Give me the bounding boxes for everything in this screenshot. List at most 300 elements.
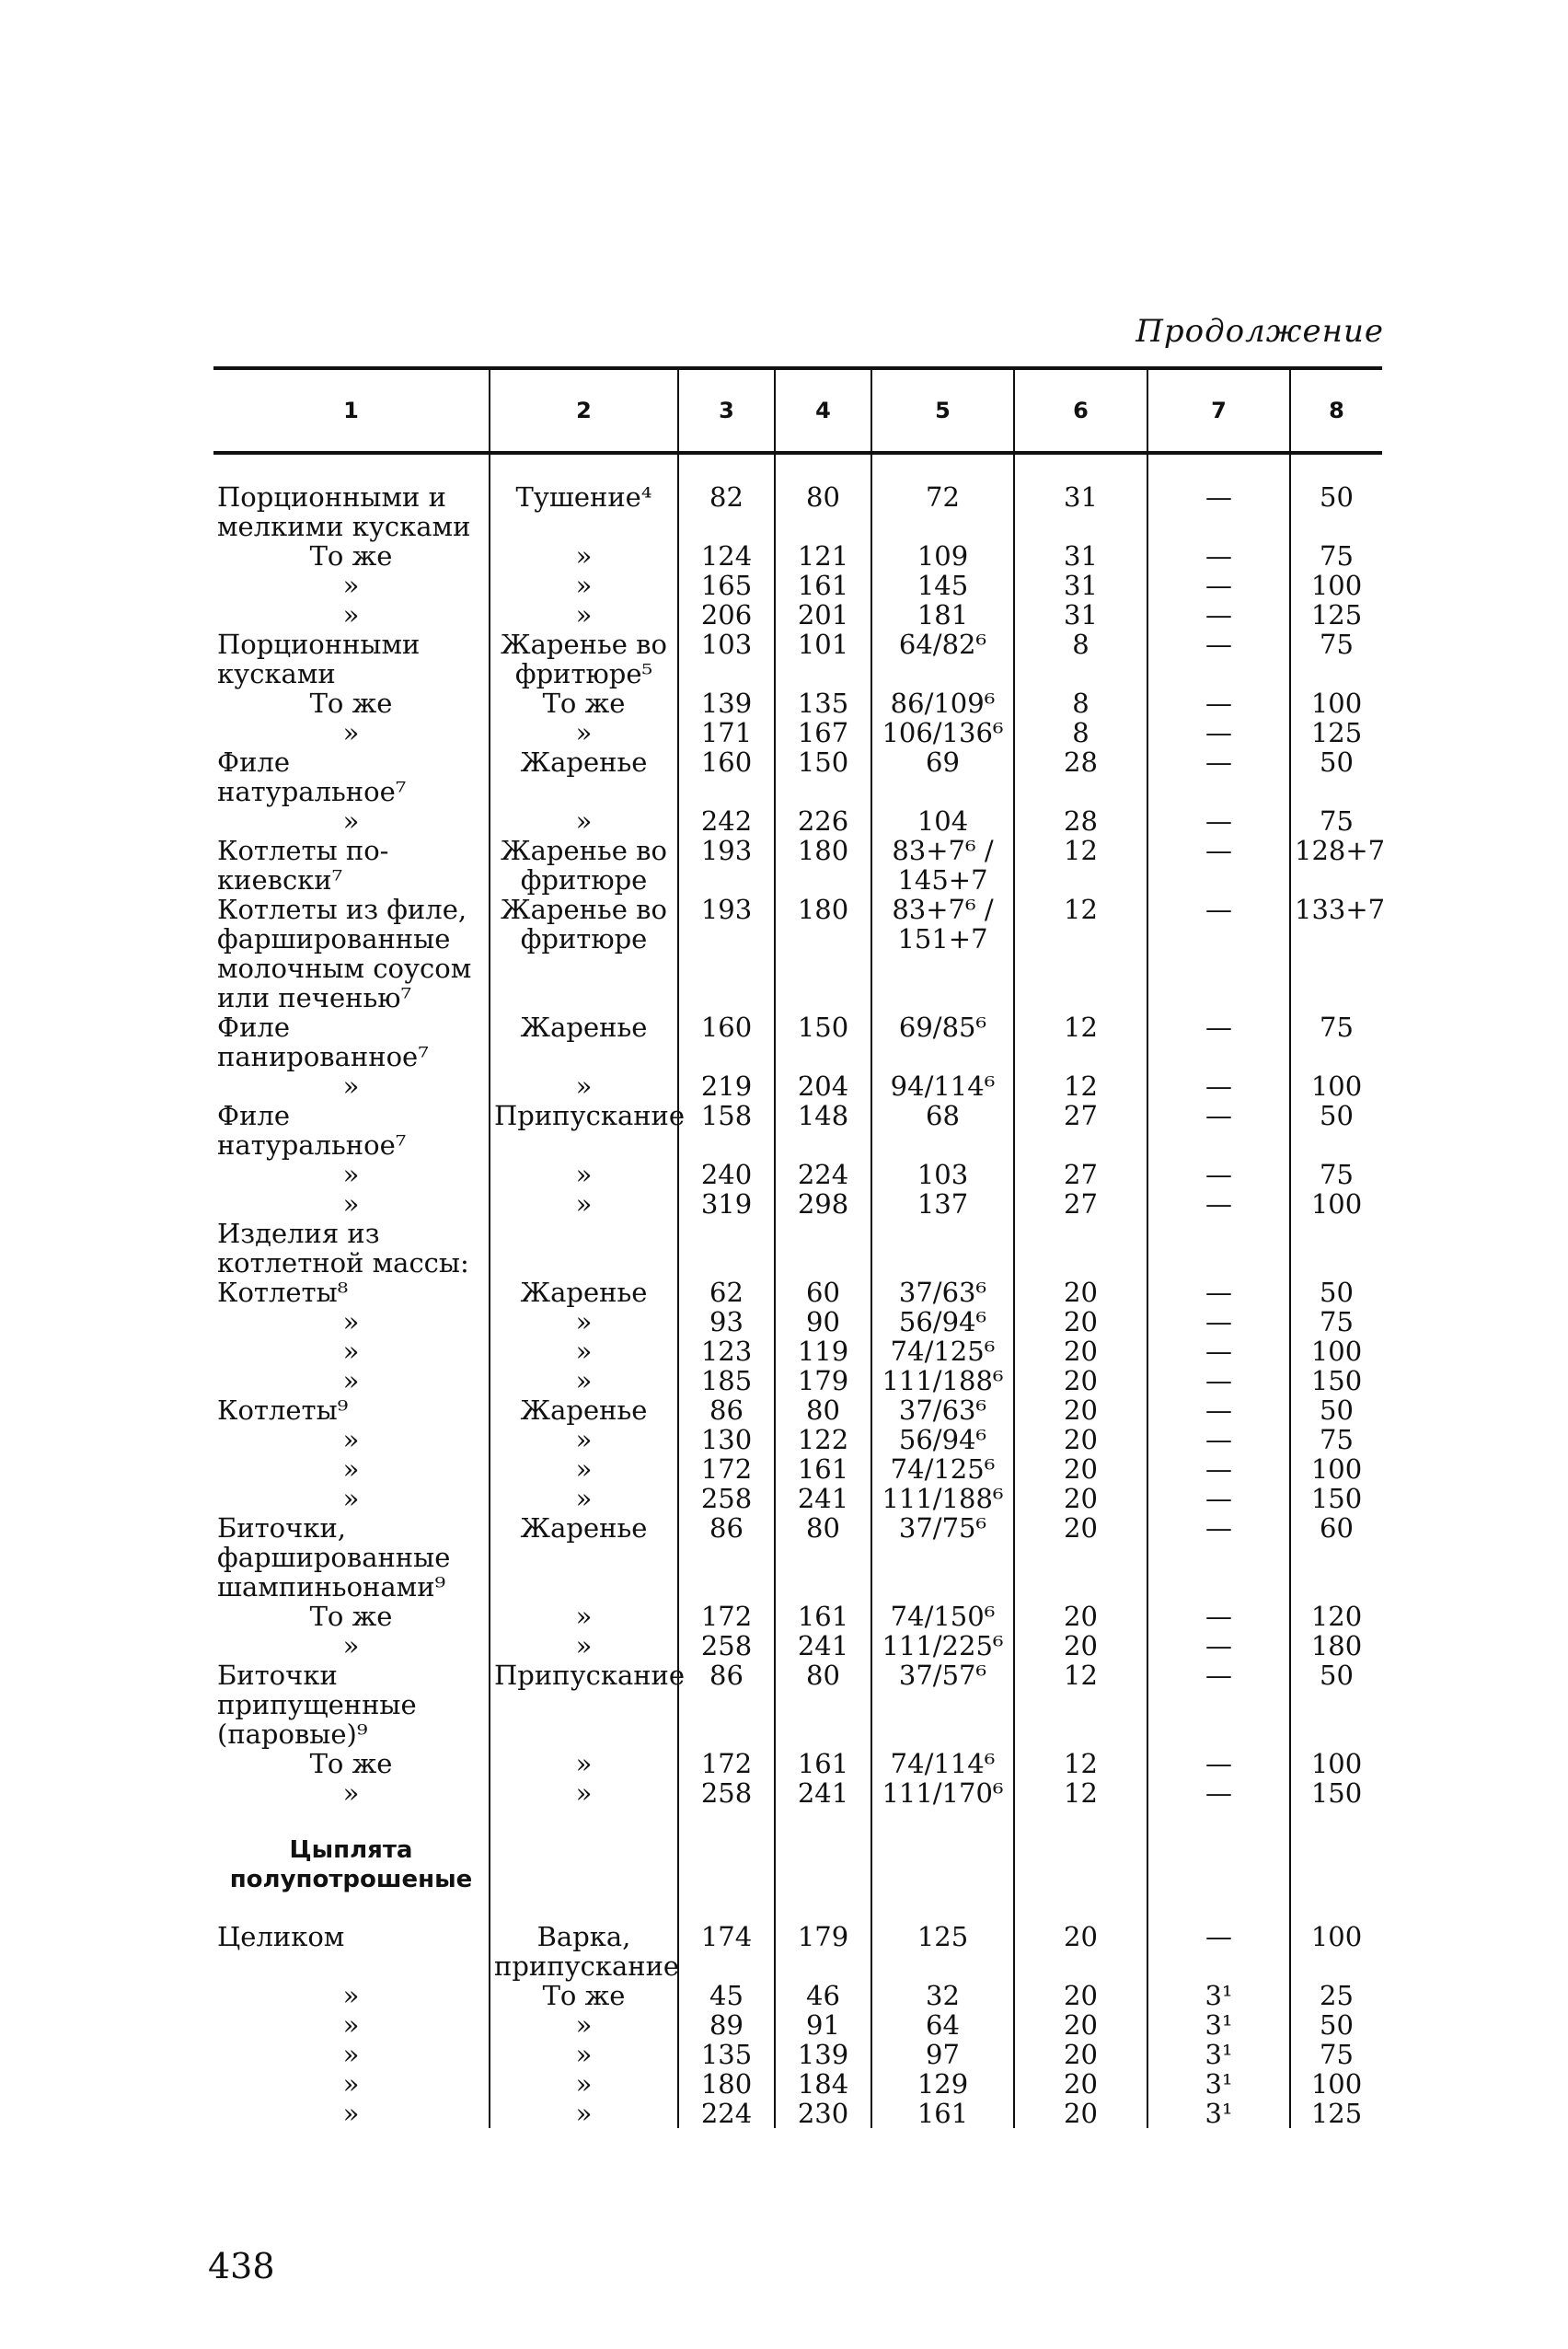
cell-col-4: 184 [775,2069,871,2099]
section-row [213,1835,1382,1894]
cell-col-2: » [490,718,678,747]
cell-col-7: — [1147,1336,1290,1366]
table-row [213,1922,1382,1981]
cell-col-8: 100 [1290,1454,1382,1484]
cell-col-6: 20 [1014,1395,1147,1425]
row-label: » [342,2009,360,2041]
cell-col-5 [871,1219,1014,1278]
cell-col-7: — [1147,1101,1290,1160]
row-label: » [342,1453,360,1485]
cell-col-5: 111/188⁶ [871,1366,1014,1395]
cell-col-4: 204 [775,1071,871,1101]
cell-col-7: — [1147,541,1290,571]
table-row [213,688,1382,718]
cell-col-5: 37/57⁶ [871,1660,1014,1749]
cell-col-2: То же [490,1981,678,2010]
cell-col-7: 3¹ [1147,2010,1290,2040]
cell-col-8: 125 [1290,600,1382,630]
cell-col-6: 12 [1014,1071,1147,1101]
cell-col-4: 298 [775,1189,871,1219]
cell-col-3: 219 [678,1071,775,1101]
cell-col-7: — [1147,1189,1290,1219]
cell-col-2: Припускание [490,1660,678,1749]
cell-col-6: 20 [1014,1513,1147,1602]
cell-col-6: 20 [1014,1366,1147,1395]
spacer-row [213,453,1382,482]
cell-col-3: 160 [678,1012,775,1071]
cell-col-5: 74/125⁶ [871,1336,1014,1366]
cell-col-5: 37/63⁶ [871,1395,1014,1425]
cell-col-2: » [490,541,678,571]
table-row [213,1307,1382,1336]
cell-col-7: 3¹ [1147,2040,1290,2069]
cell-col-5: 109 [871,541,1014,571]
cell-col-7: — [1147,895,1290,1012]
cell-col-2: То же [490,688,678,718]
cell-col-2: Жаренье [490,1278,678,1307]
cell-col-3: 172 [678,1749,775,1778]
cell-col-3: 89 [678,2010,775,2040]
cell-col-4: 241 [775,1778,871,1808]
row-label: То же [309,688,393,719]
spacer-cell [213,1894,490,1922]
cell-col-2: Жаренье [490,1513,678,1602]
cell-col-7: — [1147,1071,1290,1101]
row-label: » [342,1070,360,1102]
cell-col-8: 133+7 [1290,895,1382,1012]
table-row [213,747,1382,806]
row-label: Целиком [217,1921,345,1952]
spacer-cell [678,1808,775,1835]
spacer-cell [775,453,871,482]
row-label: Котлеты из филе, фаршированные молочным соусом или печенью⁷ [217,894,472,1013]
cell-col-8: 150 [1290,1778,1382,1808]
page-number: 438 [208,2246,275,2286]
cell-col-2: Жаренье [490,747,678,806]
cell-col-3: 224 [678,2099,775,2128]
cell-col-7: — [1147,1631,1290,1660]
cell-col-5: 56/94⁶ [871,1425,1014,1454]
table-row [213,2099,1382,2128]
cell-col-8: 128+7 [1290,836,1382,895]
cell-col-7: 3¹ [1147,1981,1290,2010]
cell-col-3: 103 [678,630,775,688]
row-label: » [342,1365,360,1396]
cell-col-6: 20 [1014,1922,1147,1981]
cell-col-2: » [490,1631,678,1660]
cell-col-4: 80 [775,1395,871,1425]
row-label: Филе панированное⁷ [217,1012,429,1072]
cell-col-5: 111/225⁶ [871,1631,1014,1660]
cell-col-2: » [490,571,678,600]
cell-col-3: 206 [678,600,775,630]
spacer-cell [1014,1808,1147,1835]
cell-col-5: 56/94⁶ [871,1307,1014,1336]
table-row [213,1602,1382,1631]
cell-col-8: 75 [1290,1425,1382,1454]
cell-col-2: » [490,1160,678,1189]
table-row [213,1981,1382,2010]
cell-col-8: 50 [1290,1395,1382,1425]
cell-col-8: 50 [1290,747,1382,806]
cell-col-5: 94/114⁶ [871,1071,1014,1101]
cell-col-5: 37/75⁶ [871,1513,1014,1602]
row-label: » [342,1777,360,1809]
cell-col-8: 100 [1290,1336,1382,1366]
cell-col-2: » [490,1189,678,1219]
cell-col-5: 111/188⁶ [871,1484,1014,1513]
cell-col-5: 145 [871,571,1014,600]
row-label: Порционными кусками [217,629,421,689]
cell-col-8: 25 [1290,1981,1382,2010]
table-row [213,1513,1382,1602]
cell-col-5: 106/136⁶ [871,718,1014,747]
column-header-4: 4 [775,368,871,453]
cell-col-6: 27 [1014,1101,1147,1160]
cell-col-4: 119 [775,1336,871,1366]
cell-col-5: 74/150⁶ [871,1602,1014,1631]
table-row [213,718,1382,747]
cell-col-4: 201 [775,600,871,630]
cell-col-8: 100 [1290,688,1382,718]
row-label: » [342,1630,360,1661]
cell-col-6: 20 [1014,2010,1147,2040]
cell-col-6: 12 [1014,1749,1147,1778]
row-label: Котлеты по-киевски⁷ [217,835,389,896]
cell-col-4: 139 [775,2040,871,2069]
cell-col-6: 20 [1014,1336,1147,1366]
continued-label: Продолжение [1136,313,1384,350]
row-label: Филе натуральное⁷ [217,746,407,807]
cell-col-7: — [1147,806,1290,836]
cell-col-5: 103 [871,1160,1014,1189]
cell-col-7: — [1147,1366,1290,1395]
cell-col-7: — [1147,1395,1290,1425]
cell-col-7: — [1147,747,1290,806]
table-row [213,1219,1382,1278]
data-table-wrapper [213,366,1386,2129]
spacer-cell [871,453,1014,482]
cell-col-2: » [490,2099,678,2128]
cell-col-8: 100 [1290,1922,1382,1981]
cell-col-8: 125 [1290,2099,1382,2128]
table-row [213,2010,1382,2040]
row-label: » [342,1159,360,1190]
row-label: Биточки, фаршированные шампиньонами⁹ [217,1512,451,1603]
row-label: » [342,2039,360,2070]
cell-col-2: Жаренье во фритюре [490,836,678,895]
spacer-cell [1147,1894,1290,1922]
cell-col-3: 123 [678,1336,775,1366]
empty-cell [490,1835,678,1894]
cell-col-4: 179 [775,1366,871,1395]
cell-col-2: » [490,1749,678,1778]
cell-col-7: — [1147,1012,1290,1071]
cell-col-5: 86/109⁶ [871,688,1014,718]
row-label: Котлеты⁸ [217,1277,349,1308]
cell-col-4: 167 [775,718,871,747]
column-header-7: 7 [1147,368,1290,453]
cell-col-8: 100 [1290,1189,1382,1219]
cell-col-5: 64/82⁶ [871,630,1014,688]
cell-col-7: — [1147,1749,1290,1778]
cell-col-2: » [490,1778,678,1808]
cell-col-3: 86 [678,1660,775,1749]
cell-col-8: 100 [1290,2069,1382,2099]
cell-col-4: 60 [775,1278,871,1307]
empty-cell [871,1835,1014,1894]
spacer-cell [490,453,678,482]
cell-col-3: 193 [678,895,775,1012]
spacer-cell [1290,1894,1382,1922]
cell-col-2: » [490,2040,678,2069]
cell-col-8: 75 [1290,1160,1382,1189]
cell-col-5: 111/170⁶ [871,1778,1014,1808]
cell-col-4: 224 [775,1160,871,1189]
cell-col-6: 12 [1014,1012,1147,1071]
row-label: » [342,717,360,748]
spacer-cell [490,1808,678,1835]
row-label: » [342,1483,360,1514]
table-row [213,482,1382,541]
cell-col-8: 50 [1290,482,1382,541]
data-table [213,366,1386,2129]
cell-col-3: 240 [678,1160,775,1189]
spacer-cell [1147,1808,1290,1835]
cell-col-5: 181 [871,600,1014,630]
cell-col-3: 319 [678,1189,775,1219]
spacer-cell [775,1808,871,1835]
cell-col-5: 32 [871,1981,1014,2010]
cell-col-5: 68 [871,1101,1014,1160]
cell-col-4: 241 [775,1484,871,1513]
table-header [213,368,1382,453]
table-row [213,1071,1382,1101]
spacer-cell [1014,1894,1147,1922]
cell-col-2: Жаренье во фритюре⁵ [490,630,678,688]
cell-col-8: 125 [1290,718,1382,747]
spacer-cell [775,1894,871,1922]
cell-col-5: 125 [871,1922,1014,1981]
table-row [213,541,1382,571]
cell-col-8: 75 [1290,1012,1382,1071]
cell-col-3: 62 [678,1278,775,1307]
cell-col-3 [678,1219,775,1278]
table-row [213,1336,1382,1366]
row-label: » [342,1336,360,1367]
cell-col-3: 258 [678,1484,775,1513]
column-header-6: 6 [1014,368,1147,453]
cell-col-6: 28 [1014,806,1147,836]
cell-col-7: — [1147,1278,1290,1307]
cell-col-3: 258 [678,1631,775,1660]
cell-col-5: 74/114⁶ [871,1749,1014,1778]
cell-col-4: 161 [775,571,871,600]
cell-col-8: 75 [1290,630,1382,688]
cell-col-7: — [1147,1160,1290,1189]
cell-col-7: — [1147,1425,1290,1454]
cell-col-5: 72 [871,482,1014,541]
table-row [213,571,1382,600]
cell-col-7: — [1147,1307,1290,1336]
cell-col-5: 97 [871,2040,1014,2069]
table-row [213,1278,1382,1307]
cell-col-3: 193 [678,836,775,895]
cell-col-4: 150 [775,747,871,806]
cell-col-6: 12 [1014,1778,1147,1808]
cell-col-7: — [1147,1602,1290,1631]
cell-col-6: 20 [1014,2069,1147,2099]
cell-col-2: » [490,600,678,630]
cell-col-6: 12 [1014,836,1147,895]
cell-col-8: 50 [1290,2010,1382,2040]
cell-col-2: » [490,1336,678,1366]
row-label: То же [309,1748,393,1779]
table-body [213,453,1386,2129]
table-row [213,806,1382,836]
cell-col-6: 20 [1014,1631,1147,1660]
table-row [213,1012,1382,1071]
cell-col-3: 45 [678,1981,775,2010]
cell-col-4: 161 [775,1602,871,1631]
cell-col-6: 27 [1014,1160,1147,1189]
spacer-cell [1290,453,1382,482]
cell-col-6: 20 [1014,1981,1147,2010]
cell-col-6 [1014,1219,1147,1278]
cell-col-3: 86 [678,1513,775,1602]
table-row [213,1631,1382,1660]
column-header-5: 5 [871,368,1014,453]
cell-col-3: 242 [678,806,775,836]
cell-col-5: 137 [871,1189,1014,1219]
cell-col-4: 241 [775,1631,871,1660]
spacer-cell [1147,453,1290,482]
spacer-cell [1014,453,1147,482]
cell-col-2: Жаренье [490,1012,678,1071]
table-row [213,1484,1382,1513]
cell-col-4: 122 [775,1425,871,1454]
cell-col-6: 8 [1014,630,1147,688]
cell-col-6: 8 [1014,718,1147,747]
cell-col-6: 20 [1014,2040,1147,2069]
cell-col-4: 101 [775,630,871,688]
cell-col-4: 80 [775,482,871,541]
cell-col-8: 50 [1290,1660,1382,1749]
cell-col-7: — [1147,482,1290,541]
cell-col-8: 150 [1290,1484,1382,1513]
cell-col-4: 46 [775,1981,871,2010]
cell-col-7: — [1147,1922,1290,1981]
cell-col-6: 20 [1014,1454,1147,1484]
table-row [213,1660,1382,1749]
table-row [213,1189,1382,1219]
cell-col-2: » [490,1425,678,1454]
cell-col-4: 90 [775,1307,871,1336]
cell-col-2 [490,1219,678,1278]
cell-col-3: 86 [678,1395,775,1425]
cell-col-5: 104 [871,806,1014,836]
row-label: » [342,1980,360,2011]
column-header-2: 2 [490,368,678,453]
cell-col-8: 100 [1290,1071,1382,1101]
table-row [213,600,1382,630]
cell-col-3: 160 [678,747,775,806]
cell-col-2: » [490,1307,678,1336]
row-label: » [342,2098,360,2129]
cell-col-4: 80 [775,1513,871,1602]
cell-col-6: 28 [1014,747,1147,806]
table-row [213,1101,1382,1160]
cell-col-4: 180 [775,836,871,895]
row-label: » [342,570,360,601]
table-row [213,1778,1382,1808]
cell-col-8: 120 [1290,1602,1382,1631]
row-label: Филе натуральное⁷ [217,1100,407,1161]
cell-col-8: 180 [1290,1631,1382,1660]
row-label: » [342,1188,360,1220]
cell-col-7: 3¹ [1147,2099,1290,2128]
cell-col-4: 80 [775,1660,871,1749]
cell-col-2: » [490,1602,678,1631]
row-label: » [342,1424,360,1455]
cell-col-2: » [490,1454,678,1484]
row-label: » [342,2068,360,2100]
cell-col-3: 135 [678,2040,775,2069]
cell-col-7: — [1147,1513,1290,1602]
cell-col-4: 150 [775,1012,871,1071]
spacer-cell [678,1894,775,1922]
cell-col-3: 124 [678,541,775,571]
cell-col-3: 171 [678,718,775,747]
cell-col-7: — [1147,1660,1290,1749]
cell-col-6: 20 [1014,1307,1147,1336]
spacer-cell [678,453,775,482]
table-row [213,630,1382,688]
cell-col-6: 8 [1014,688,1147,718]
cell-col-4: 179 [775,1922,871,1981]
cell-col-2: Жаренье [490,1395,678,1425]
cell-col-8: 75 [1290,541,1382,571]
spacer-row [213,1894,1382,1922]
cell-col-7: — [1147,836,1290,895]
cell-col-3: 172 [678,1454,775,1484]
row-label: Порционными и мелкими кусками [217,481,471,542]
cell-col-4: 135 [775,688,871,718]
cell-col-6: 27 [1014,1189,1147,1219]
row-label: То же [309,540,393,572]
cell-col-5: 129 [871,2069,1014,2099]
cell-col-6: 31 [1014,482,1147,541]
cell-col-6: 12 [1014,1660,1147,1749]
cell-col-5: 64 [871,2010,1014,2040]
cell-col-3: 185 [678,1366,775,1395]
cell-col-3: 180 [678,2069,775,2099]
empty-cell [775,1835,871,1894]
cell-col-6: 20 [1014,1484,1147,1513]
empty-cell [1290,1835,1382,1894]
row-label: » [342,805,360,837]
cell-col-7: — [1147,1484,1290,1513]
table-row [213,1395,1382,1425]
cell-col-8: 150 [1290,1366,1382,1395]
table-row [213,2069,1382,2099]
cell-col-2: » [490,2069,678,2099]
cell-col-2: Жаренье во фритюре [490,895,678,1012]
table-row [213,895,1382,1012]
cell-col-4: 226 [775,806,871,836]
cell-col-7: 3¹ [1147,2069,1290,2099]
cell-col-2: Тушение⁴ [490,482,678,541]
